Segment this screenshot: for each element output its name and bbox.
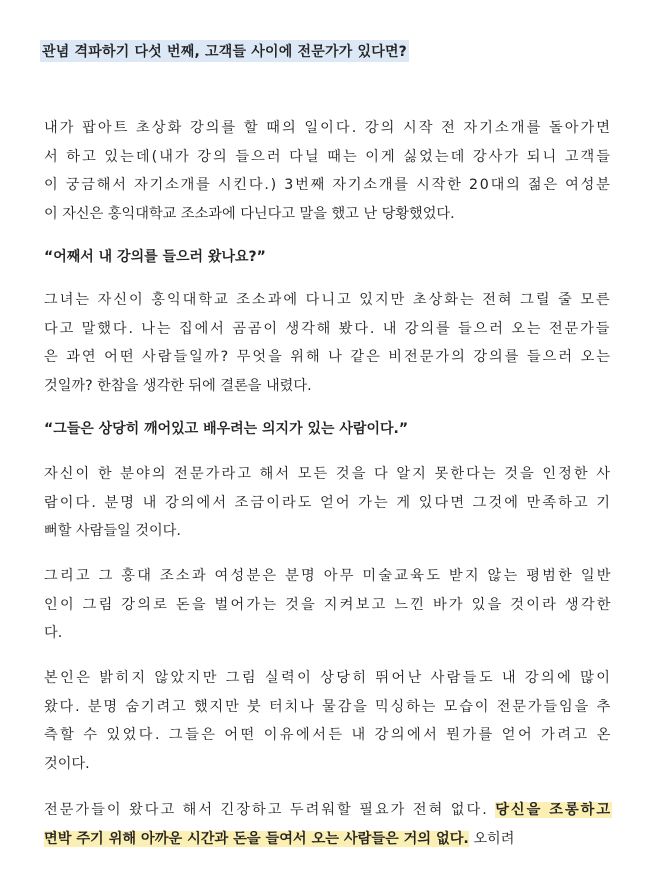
paragraph-4	[44, 562, 613, 648]
paragraph-line	[44, 796, 613, 825]
paragraph-line: 자신이 한 분야의 전문가라고 해서 모든 것을 다 알지 못한다는 것을 인정한 사	[44, 466, 613, 482]
paragraph-line: 람이다. 분명 내 강의에서 조금이라도 얻어 가는 게 있다면 그것에 만족하고 기	[44, 494, 613, 511]
paragraph-line: 측할 수 있었다. 그들은 어떤 이유에서든 내 강의에서 뭔가를 얻어 가려고 온	[44, 727, 613, 743]
paragraph-line: 서 하고 있는데(내가 강의 들으러 다닐 때는 이게 싫었는데 강사가 되니 고객들	[44, 148, 613, 165]
paragraph-2	[44, 286, 610, 400]
document-title: 관념 격파하기 다섯 번째, 고객들 사이에 전문가가 있다면?	[40, 40, 409, 62]
paragraph-line: 내가 팝아트 초상화 강의를 할 때의 일이다. 강의 시작 전 자기소개를 돌아가면	[44, 120, 613, 136]
paragraph-line: 본인은 밝히지 않았지만 그림 실력이 상당히 뛰어난 사람들도 내 강의에 많이	[44, 670, 613, 686]
paragraph-6	[44, 796, 613, 853]
paragraph-line: 뻐할 사람들일 것이다.	[44, 523, 181, 539]
paragraph-line: 다.	[44, 625, 63, 641]
paragraph-text: 오히려	[468, 830, 515, 847]
paragraph-line: 그리고 그 홍대 조소과 여성분은 분명 아무 미술교육도 받지 않는 평범한 일반	[44, 568, 613, 584]
paragraph-text: 전문가들이 왔다고 해서 긴장하고 두려워할 필요가 전혀 없다.	[44, 802, 496, 818]
paragraph-1	[44, 114, 613, 228]
paragraph-line: 이 자신은 홍익대학교 조소과에 다닌다고 말을 했고 난 당황했었다.	[44, 205, 455, 222]
paragraph-line: 이 궁금해서 자기소개를 시킨다.) 3번째 자기소개를 시작한 20대의 젊은 여성분	[44, 177, 612, 193]
paragraph-line: 왔다. 분명 숨기려고 했지만 붓 터치나 물감을 믹싱하는 모습이 전문가들임을 추	[44, 698, 613, 715]
paragraph-3	[44, 460, 613, 546]
quote-2: “그들은 상당히 깨어있고 배우려는 의지가 있는 사람이다.”	[44, 421, 409, 437]
paragraph-line: 다고 말했다. 나는 집에서 곰곰이 생각해 봤다. 내 강의를 들으러 오는 전문가들	[44, 320, 612, 337]
paragraph-5	[44, 664, 613, 778]
paragraph-line: 인이 그림 강의로 돈을 벌어가는 것을 지켜보고 느낀 바가 있을 것이라 생각한	[44, 596, 613, 613]
paragraph-line: 것이다.	[44, 755, 90, 772]
paragraph-line: 것일까? 한참을 생각한 뒤에 결론을 내렸다.	[44, 377, 312, 394]
highlighted-text: 당신을 조롱하고	[495, 802, 613, 818]
highlighted-text: 면박 주기 위해 아까운 시간과 돈을 들여서 오는 사람들은 거의 없다.	[44, 830, 469, 847]
paragraph-line	[44, 825, 610, 854]
paragraph-line: 그녀는 자신이 홍익대학교 조소과에 다니고 있지만 초상화는 전혀 그릴 줄 모른	[44, 292, 612, 308]
quote-1: “어째서 내 강의를 들으러 왔나요?”	[44, 249, 266, 265]
paragraph-line: 은 과연 어떤 사람들일까? 무엇을 위해 나 같은 비전문가의 강의를 들으러 오는	[44, 349, 612, 365]
